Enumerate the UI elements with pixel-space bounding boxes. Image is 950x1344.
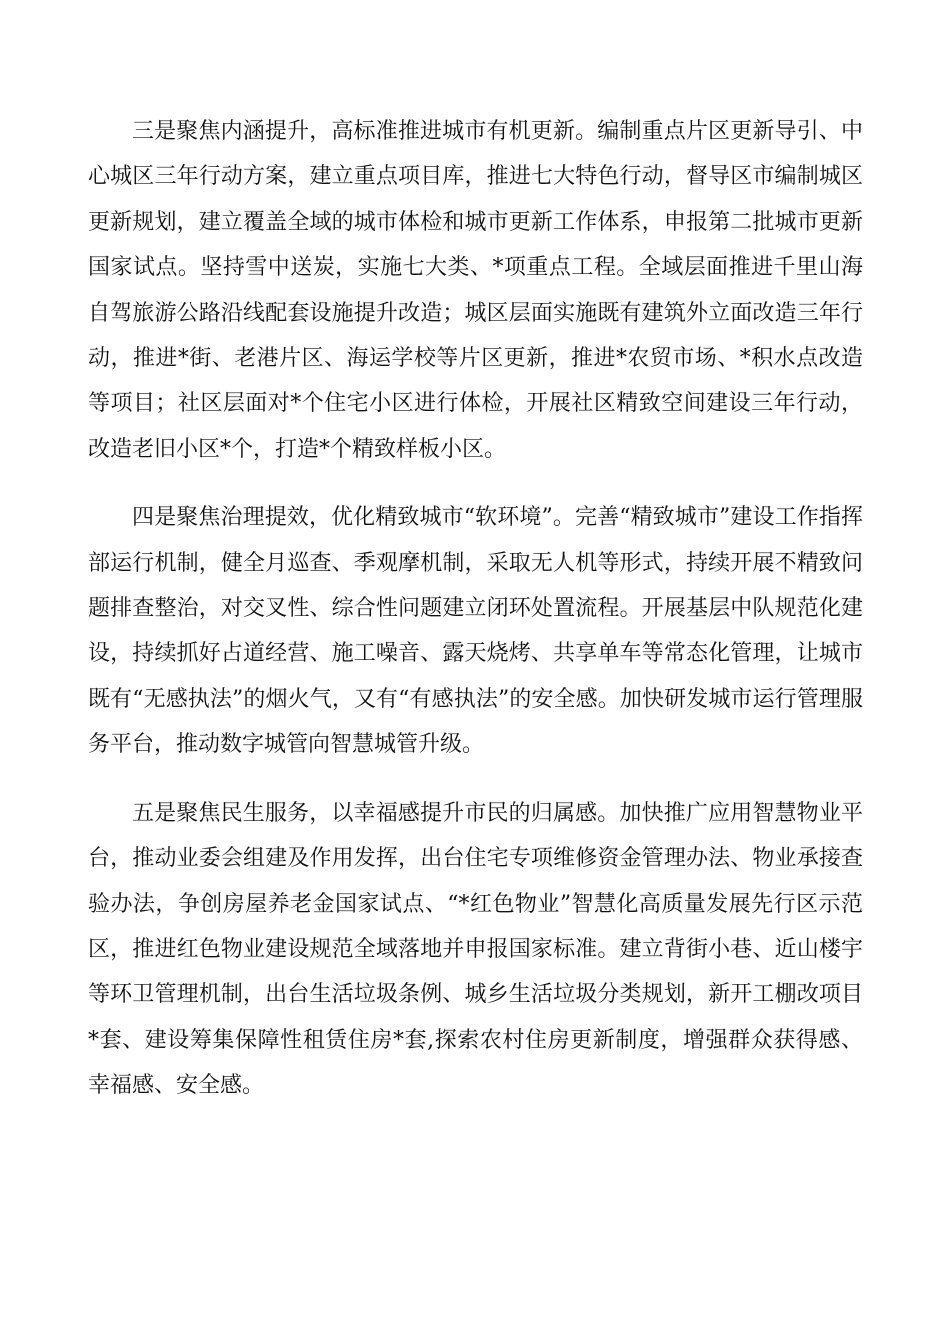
- paragraph-4-governance: 四是聚焦治理提效，优化精致城市“软环境”。完善“精致城市”建设工作指挥部运行机制，健全月巡查、季观摩机制，采取无人机等形式，持续开展不精致问题排查整治，对交叉性、综合性问题建立闭环处置流程。开展基层中队规范化建设，持续抓好占道经营、施工噪音、露天烧烤、共享单车等常态化管理，让城市既有“无感执法”的烟火气，又有“有感执法”的安全感。加快研发城市运行管理服务平台，推动数字城管向智慧城管升级。: [88, 505, 863, 758]
- paragraph-5-livelihood-services: 五是聚焦民生服务，以幸福感提升市民的归属感。加快推广应用智慧物业平台，推动业委会组建及作用发挥，出台住宅专项维修资金管理办法、物业承接查验办法，争创房屋养老金国家试点、“*红色物业”智慧化高质量发展先行区示范区，推进红色物业建设规范全域落地并申报国家标准。建立背街小巷、近山楼宇等环卫管理机制，出台生活垃圾条例、城乡生活垃圾分类规划，新开工棚改项目*套、建设筹集保障性租赁住房*套,探索农村住房更新制度，增强群众获得感、幸福感、安全感。: [88, 800, 863, 1099]
- paragraph-3-urban-renewal: 三是聚焦内涵提升，高标准推进城市有机更新。编制重点片区更新导引、中心城区三年行动方案，建立重点项目库，推进七大特色行动，督导区市编制城区更新规划，建立覆盖全域的城市体检和城市更新工作体系，申报第二批城市更新国家试点。坚持雪中送炭，实施七大类、*项重点工程。全域层面推进千里山海自驾旅游公路沿线配套设施提升改造；城区层面实施既有建筑外立面改造三年行动，推进*街、老港片区、海运学校等片区更新，推进*农贸市场、*积水点改造等项目；社区层面对*个住宅小区进行体检，开展社区精致空间建设三年行动，改造老旧小区*个，打造*个精致样板小区。: [88, 119, 863, 462]
- document-body: [88, 109, 863, 1132]
